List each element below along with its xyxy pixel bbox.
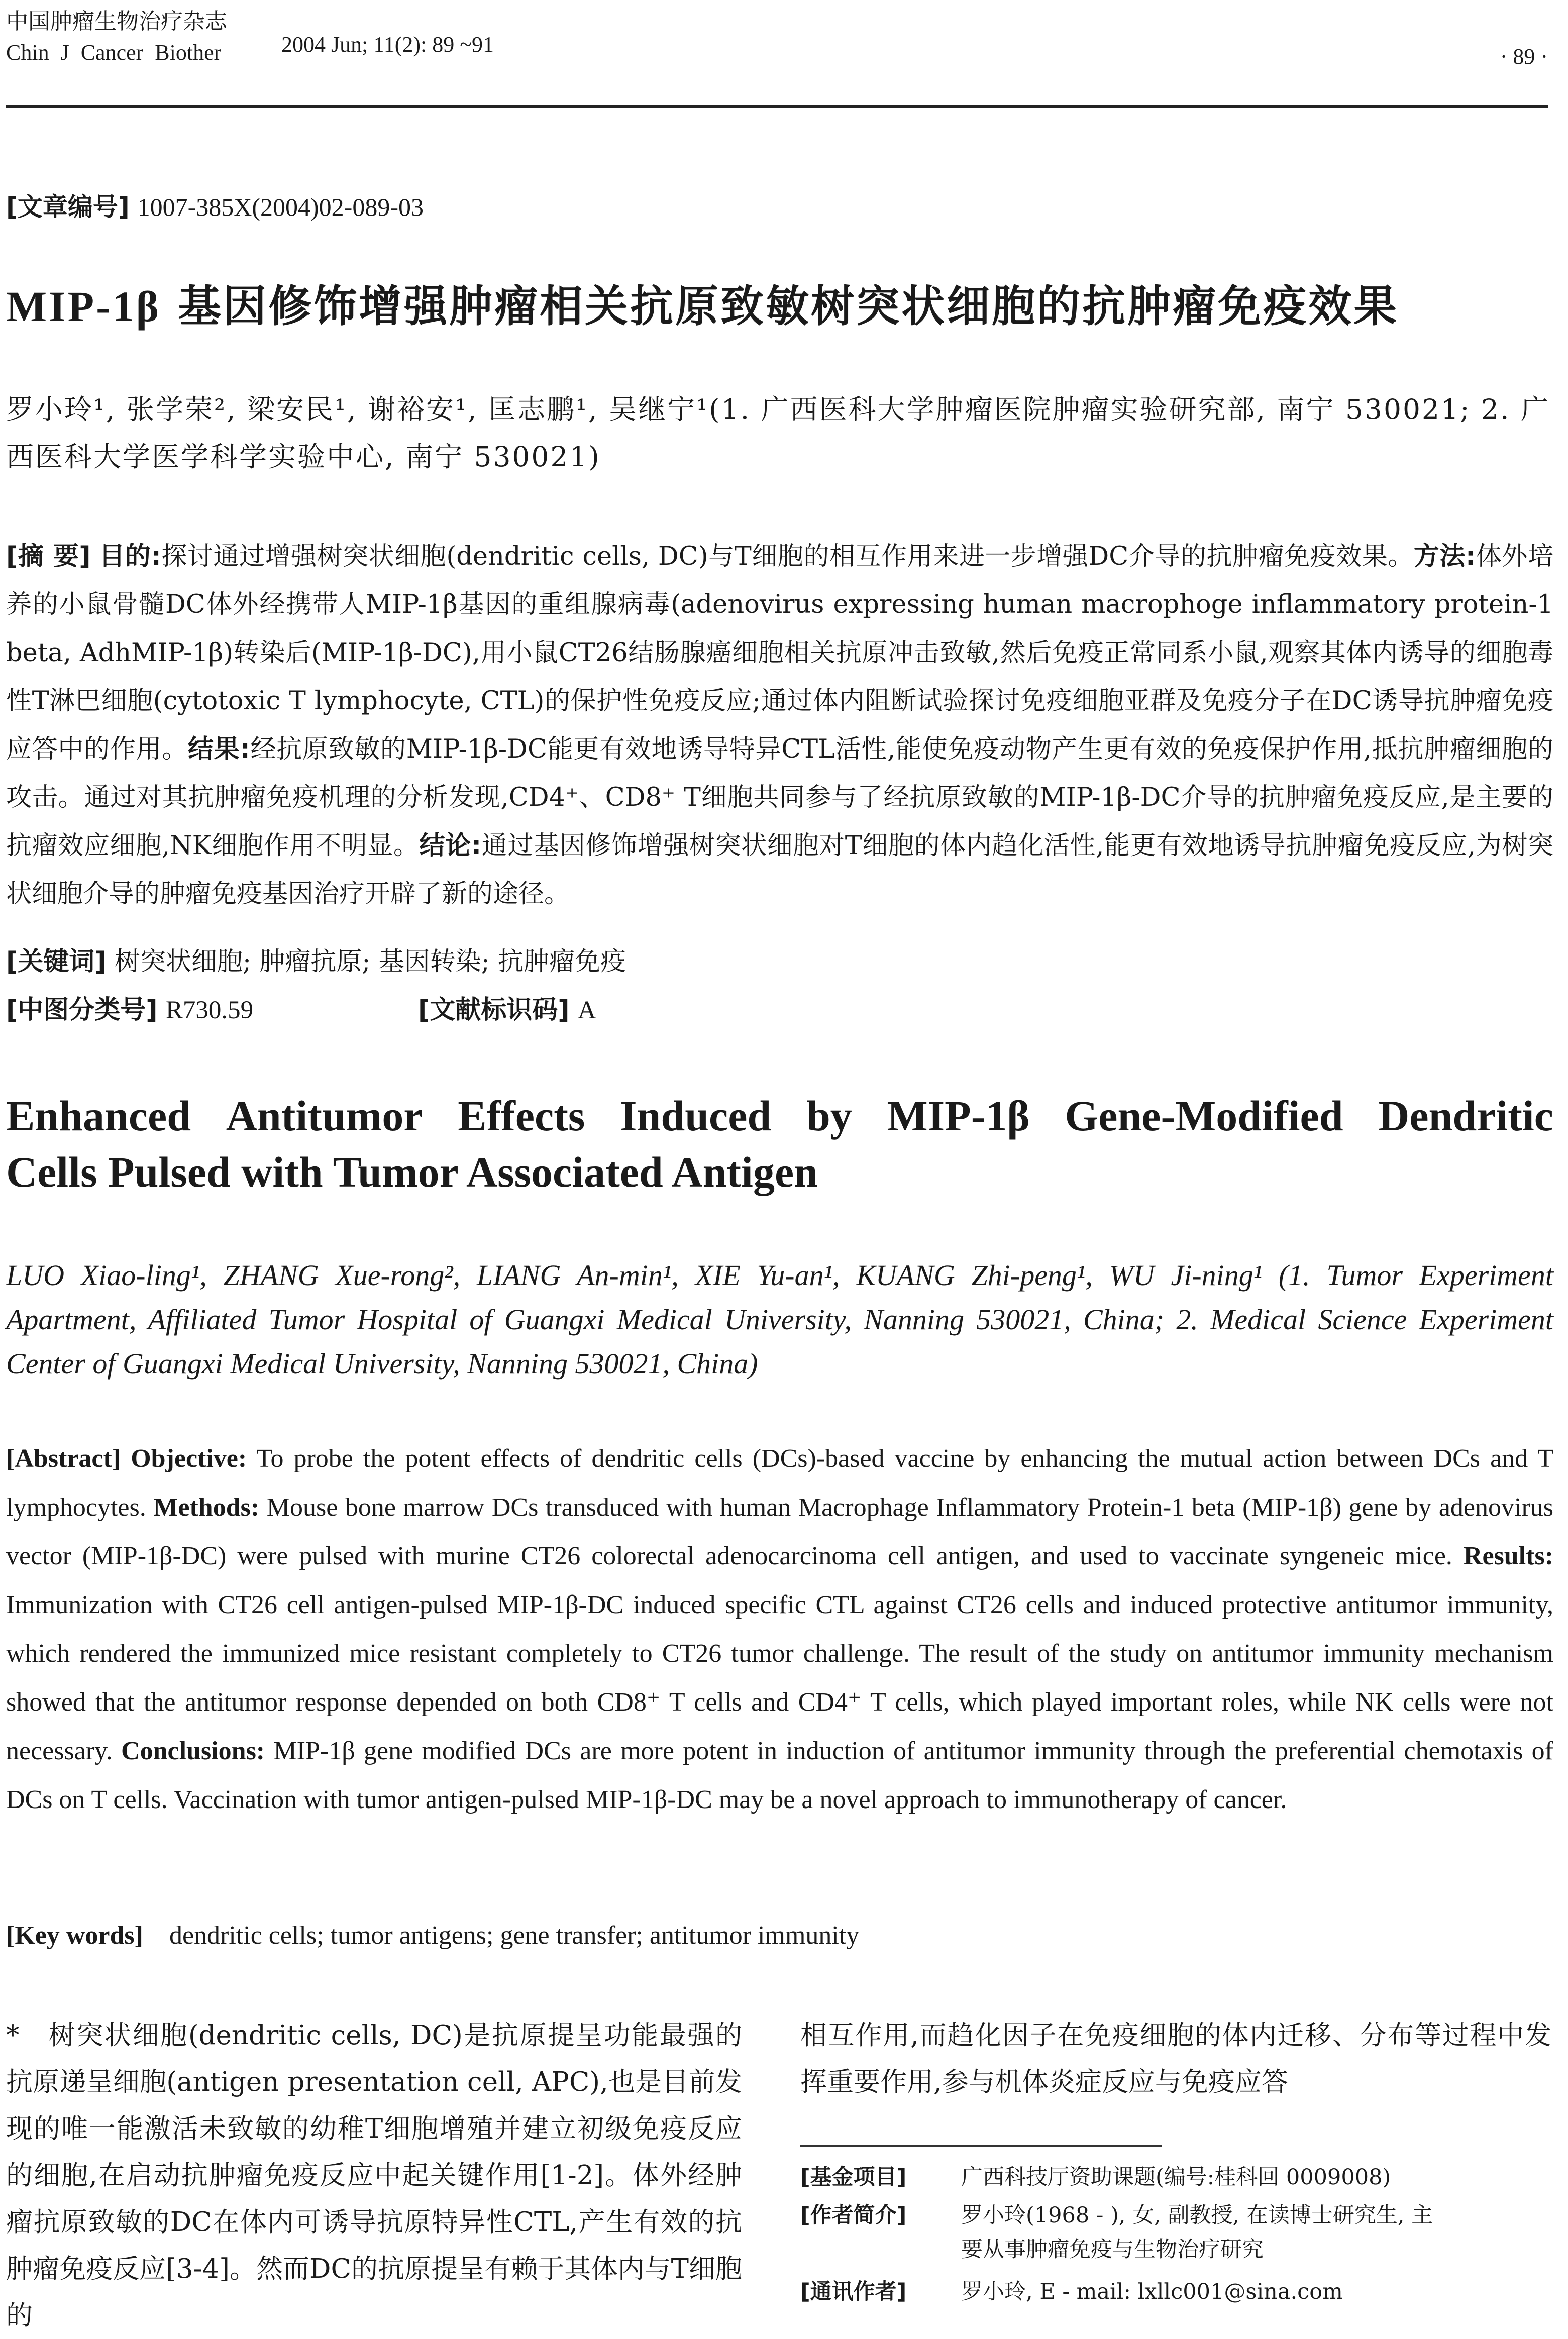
footnote-label: [通讯作者] [800, 2279, 907, 2304]
title-en-line1 [6, 1088, 1553, 1144]
article-number-value: 1007-385X(2004)02-089-03 [137, 193, 424, 221]
keywords-en-value: dendritic cells; tumor antigens; gene transfer; antitumor immunity [169, 1921, 860, 1950]
title-cn-rest: 基因修饰增强肿瘤相关抗原致敏树突状细胞的抗肿瘤免疫效果 [161, 281, 1399, 332]
abstract-cn [6, 533, 1553, 918]
classification-line [6, 993, 1553, 1028]
footnote-text: 罗小玲, E - mail: lxllc001@sina.com [961, 2279, 1343, 2304]
article-number [6, 191, 424, 223]
results-en-label: Results: [1463, 1542, 1554, 1570]
clc-label: [中图分类号] [6, 995, 158, 1025]
authors-en: LUO Xiao-ling¹, ZHANG Xue-rong², LIANG An-min¹, XIE Yu-an¹, KUANG Zhi-peng¹, WU Ji-ning¹ (1. Tumor Experiment Apartment, Affiliated Tumor Hospital of Guangxi Medical University, Nanning 530021, China; 2. Medical Science Experiment Center of Guangxi Medical University, Nanning 530021, China) [6, 1259, 1553, 1380]
footnote-text: 广西科技厅资助课题(编号:桂科回 0009008) [961, 2165, 1391, 2190]
footnote-author-bio [800, 2199, 1433, 2231]
doc-code-label: [文献标识码] [418, 995, 570, 1025]
footnote-label: [作者简介] [800, 2203, 907, 2228]
title-cn [6, 279, 1399, 334]
abstract-en [6, 1434, 1553, 1824]
results-cn: 经抗原致敏的MIP-1β-DC能更有效地诱导特异CTL活性,能使免疫动物产生更有效的免疫保护作用,抵抗肿瘤细胞的攻击。通过对其抗肿瘤免疫机理的分析发现,CD4⁺、CD8⁺ T细胞共同参与了经抗原致敏的MIP-1β-DC介导的抗肿瘤免疫反应,是主要的抗瘤效应细胞,NK细胞作用不明显。 [6, 734, 1553, 861]
clc-value: R730.59 [165, 996, 254, 1024]
body-column-right: 相互作用,而趋化因子在免疫细胞的体内迁移、分布等过程中发挥重要作用,参与机体炎症反应与免疫应答 [800, 2020, 1551, 2097]
footnote-corresponding [800, 2276, 1343, 2308]
results-en: Immunization with CT26 cell antigen-pulsed MIP-1β-DC induced specific CTL against CT26 cells and induced protective antitumor immunity, which rendered the immunized mice resistant completely to CT26 tumor challenge. The result of the study on antitumor immunity mechanism showed that the antitumor response depended on both CD8⁺ T cells and CD4⁺ T cells, which played important roles, while NK cells were not necessary. [6, 1590, 1553, 1765]
title-en-word: MIP-1β [887, 1092, 1030, 1140]
title-en-word: by [806, 1092, 852, 1140]
conclusions-en-label: Conclusions: [121, 1737, 265, 1765]
keywords-en-label: [Key words] [6, 1921, 143, 1950]
issue-info: 2004 Jun; 11(2): 89 ~91 [281, 32, 494, 57]
footnote-funding [800, 2161, 1391, 2193]
objective-cn-label: 目的: [99, 542, 161, 571]
doc-code [418, 993, 596, 1028]
body-column-left: * 树突状细胞(dendritic cells, DC)是抗原提呈功能最强的抗原递呈细胞(antigen presentation cell, APC),也是目前发现的唯一能激活未致敏的幼稚T细胞增殖并建立初级免疫反应的细胞,在启动抗肿瘤免疫反应中起关键作用[1-2]。体外经肿瘤抗原致敏的DC在体内可诱导抗原特异性CTL,产生有效的抗肿瘤免疫反应[3-4]。然而DC的抗原提呈有赖于其体内与T细胞的 [6, 2020, 742, 2331]
conclusion-cn-label: 结论: [419, 831, 482, 861]
authors-cn [6, 386, 1553, 480]
title-en [6, 1088, 1553, 1200]
doc-code-value: A [577, 996, 596, 1024]
methods-cn: 体外培养的小鼠骨髓DC体外经携带人MIP-1β基因的重组腺病毒(adenovirus expressing human macrophoge inflammatory protein-1 beta, AdhMIP-1β)转染后(MIP-1β-DC),用小鼠CT26结肠腺癌细胞相关抗原冲击致敏,然后免疫正常同系小鼠,观察其体内诱导的细胞毒性T淋巴细胞(cytotoxic T lymphocyte, CTL)的保护性免疫反应;通过体内阻断试验探讨免疫细胞亚群及免疫分子在DC诱导抗肿瘤免疫应答中的作用。 [6, 542, 1553, 764]
title-en-line2: Cells Pulsed with Tumor Associated Antigen [6, 1148, 818, 1196]
methods-en-label: Methods: [153, 1493, 260, 1522]
journal-name-en: Chin J Cancer Biother [6, 40, 222, 65]
footnote-text: 罗小玲(1968 - ), 女, 副教授, 在读博士研究生, 主 [961, 2203, 1433, 2228]
article-number-label: [文章编号] [6, 192, 130, 222]
title-en-word: Enhanced [6, 1092, 191, 1140]
objective-cn: 探讨通过增强树突状细胞(dendritic cells, DC)与T细胞的相互作用来进一步增强DC介导的抗肿瘤免疫效果。 [161, 542, 1414, 571]
objective-en: To probe the potent effects of dendritic cells (DCs)-based vaccine by enhancing the mutual action between DCs and T lymphocytes. [6, 1444, 1554, 1522]
methods-en: Mouse bone marrow DCs transduced with human Macrophage Inflammatory Protein-1 beta (MIP-1β) gene by adenovirus vector (MIP-1β-DC) were pulsed with murine CT26 colorectal adenocarcinoma cell antigen, and used to vaccinate syngeneic mice. [6, 1493, 1553, 1570]
footnote-text: 要从事肿瘤免疫与生物治疗研究 [961, 2237, 1264, 2262]
title-en-word: Antitumor [226, 1092, 423, 1140]
abstract-en-label: [Abstract] [6, 1444, 121, 1473]
footnote-rule [800, 2145, 1162, 2147]
conclusion-cn: 通过基因修饰增强树突状细胞对T细胞的体内趋化活性,能更有效地诱导抗肿瘤免疫反应,为树突状细胞介导的肿瘤免疫基因治疗开辟了新的途径。 [6, 831, 1553, 909]
title-en-word: Induced [620, 1092, 772, 1140]
keywords-en [6, 1918, 859, 1953]
title-en-word: Effects [458, 1092, 585, 1140]
keywords-cn-value: 树突状细胞; 肿瘤抗原; 基因转染; 抗肿瘤免疫 [114, 947, 626, 977]
results-cn-label: 结果: [187, 734, 250, 764]
title-cn-prefix: MIP-1β [6, 282, 161, 331]
authors-cn-names: 罗小玲¹, 张学荣², 梁安民¹, 谢裕安¹, 匡志鹏¹, 吴继宁¹ [6, 393, 709, 426]
objective-en-label: Objective: [131, 1444, 247, 1473]
header-rule [6, 105, 1548, 108]
title-en-word: Dendritic [1378, 1092, 1553, 1140]
abstract-cn-label: [摘 要] [6, 542, 91, 571]
journal-name-cn: 中国肿瘤生物治疗杂志 [6, 9, 227, 34]
methods-cn-label: 方法: [1413, 542, 1476, 571]
conclusions-en: MIP-1β gene modified DCs are more potent in induction of antitumor immunity through the preferential chemotaxis of DCs on T cells. Vaccination with tumor antigen-pulsed MIP-1β-DC may be a novel approach to immunotherapy of cancer. [6, 1737, 1553, 1814]
title-en-word: Gene-Modified [1065, 1092, 1343, 1140]
footnote-label: [基金项目] [800, 2165, 907, 2190]
keywords-cn-label: [关键词] [6, 947, 107, 977]
keywords-cn [6, 944, 626, 980]
authors-cn-affiliations: (1. 广西医科大学肿瘤医院肿瘤实验研究部, 南宁 530021; 2. 广西医科大学医学科学实验中心, 南宁 530021) [6, 393, 1550, 473]
page-number: · 89 · [1500, 44, 1548, 69]
